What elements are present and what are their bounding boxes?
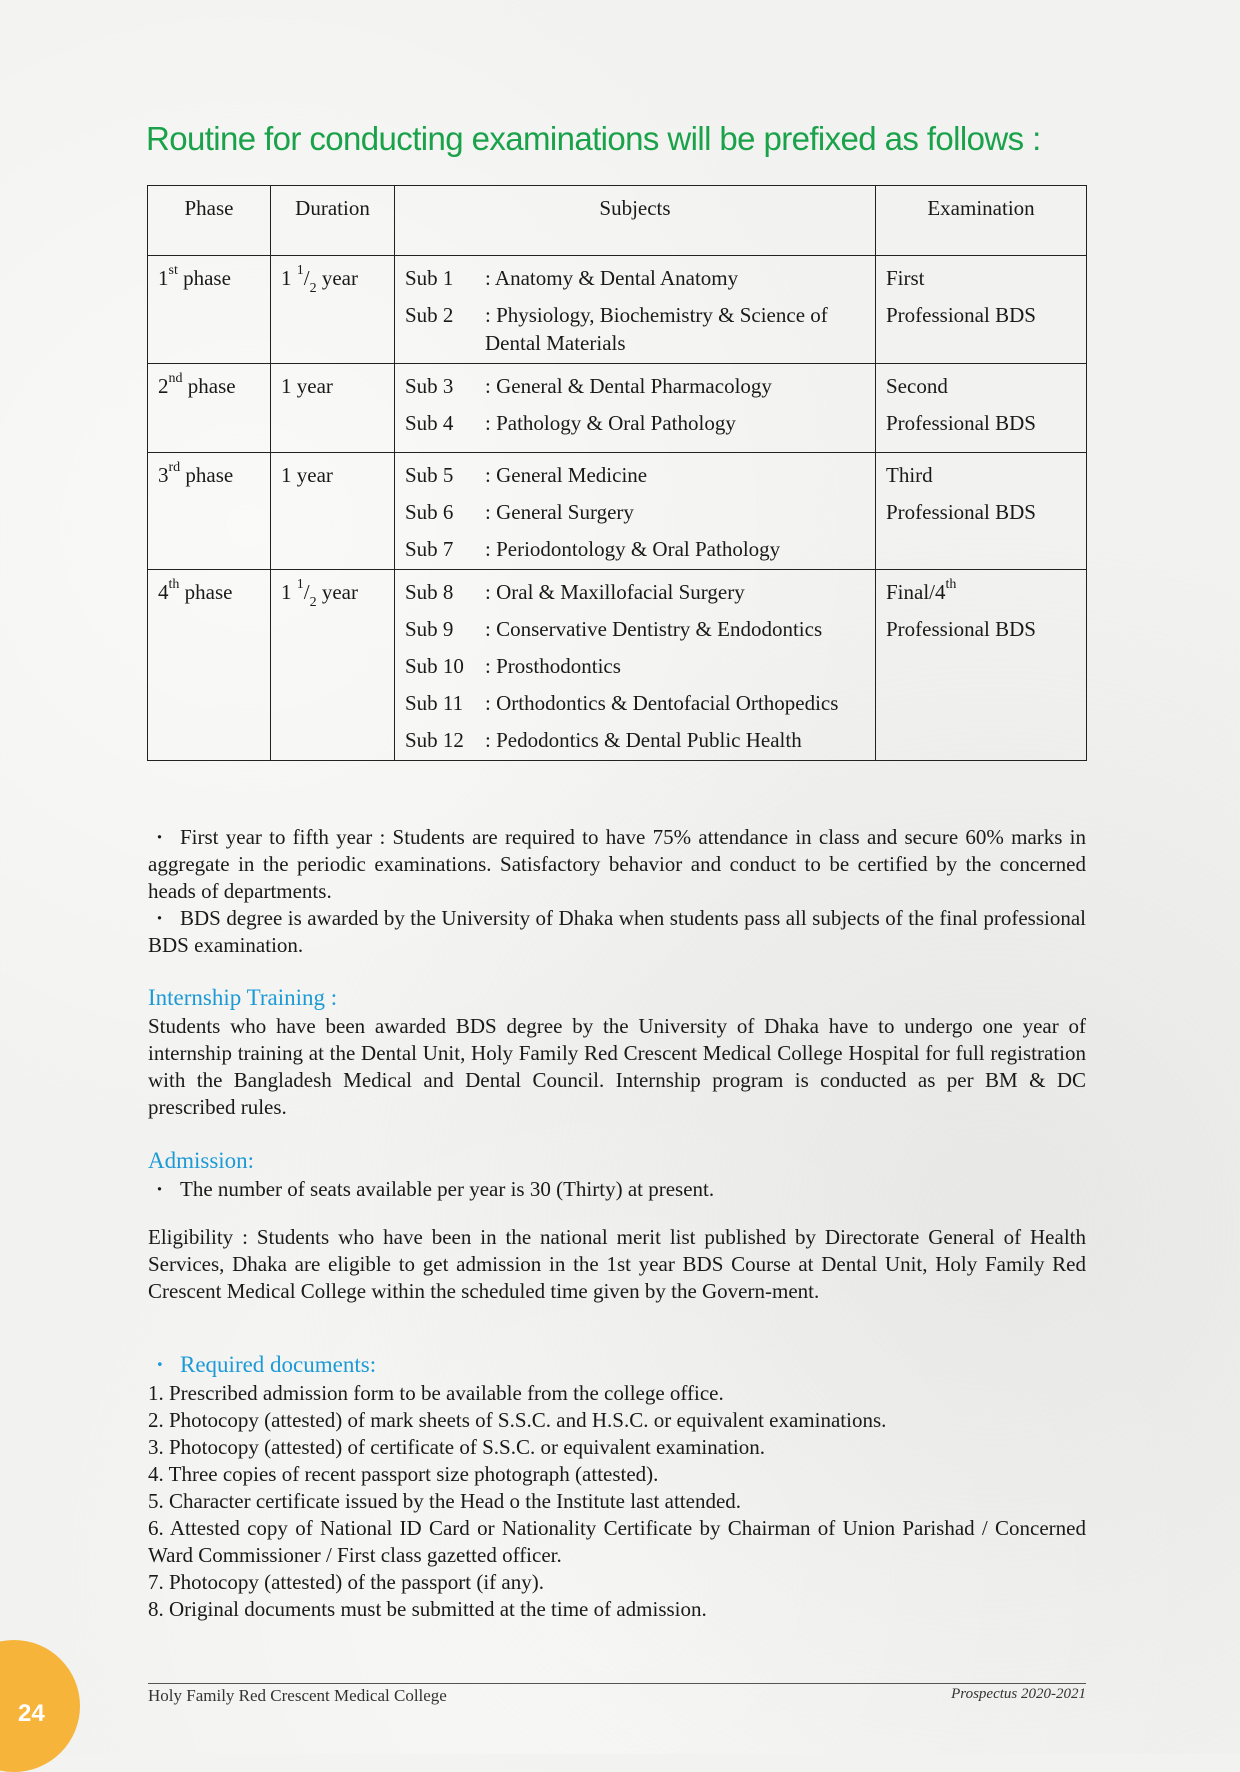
phase-cell: 2nd phase: [148, 364, 271, 453]
page-number: 24: [18, 1700, 45, 1727]
header-duration: Duration: [271, 186, 395, 256]
subject-item: Sub 11 : Orthodontics & Dentofacial Orthopedics: [405, 691, 839, 715]
list-item: 1. Prescribed admission form to be available from the college office.: [148, 1381, 724, 1405]
subject-item: Sub 4 : Pathology & Oral Pathology: [405, 411, 736, 435]
table-row: [148, 364, 1087, 453]
required-documents-list: [148, 1380, 1086, 1623]
exam-cell: Third Professional BDS: [876, 453, 1087, 570]
list-item: 3. Photocopy (attested) of certificate of S.S.C. or equivalent examination.: [148, 1435, 765, 1459]
bullet-icon: ·: [156, 825, 164, 849]
exam-routine-table: [147, 185, 1087, 761]
table-row: [148, 570, 1087, 761]
phase-cell: 3rd phase: [148, 453, 271, 570]
list-item: 2. Photocopy (attested) of mark sheets of S.S.C. and H.S.C. or equivalent examinations.: [148, 1408, 887, 1432]
subject-item: Sub 6 : General Surgery: [405, 500, 634, 524]
duration-cell: 1 year: [271, 453, 395, 570]
table-row: [148, 453, 1087, 570]
eligibility-text: Eligibility : Students who have been in the national merit list published by Directorate General of Health Services, Dhaka are eligible to get admission in the 1st year BDS Course at Dental Unit, Holy Family Red Crescent Medical College within the scheduled time given by the Govern-ment.: [148, 1225, 1086, 1303]
header-examination: Examination: [876, 186, 1087, 256]
admission-title: Admission:: [148, 1148, 255, 1173]
subject-item: Sub 2 : Physiology, Biochemistry & Science of Dental Materials: [405, 303, 828, 355]
internship-title: Internship Training :: [148, 985, 338, 1010]
footer-college-name: Holy Family Red Crescent Medical College: [148, 1686, 447, 1705]
required-documents-title: · Required documents:: [148, 1352, 376, 1378]
bullet-icon: ·: [156, 1177, 164, 1201]
internship-text: Students who have been awarded BDS degree by the University of Dhaka have to undergo one year of internship training at the Dental Unit, Holy Family Red Crescent Medical College Hospital for full registration with the Bangladesh Medical and Dental Council. Internship program is conducted as per BM & DC prescribed rules.: [148, 1014, 1086, 1119]
bullet-icon: ·: [156, 906, 164, 930]
phase-cell: 4th phase: [148, 570, 271, 761]
seats-bullet: · The number of seats available per year is 30 (Thirty) at present.: [148, 1176, 1086, 1203]
subject-item: Sub 12 : Pedodontics & Dental Public Health: [405, 728, 802, 752]
subjects-cell: [395, 364, 876, 453]
duration-cell: 1 year: [271, 364, 395, 453]
subject-item: Sub 3 : General & Dental Pharmacology: [405, 374, 772, 398]
exam-cell: Second Professional BDS: [876, 364, 1087, 453]
table-header-row: [148, 186, 1087, 256]
subjects-cell: [395, 570, 876, 761]
exam-cell: First Professional BDS: [876, 256, 1087, 364]
subject-item: Sub 9 : Conservative Dentistry & Endodontics: [405, 617, 823, 641]
list-item: 7. Photocopy (attested) of the passport (if any).: [148, 1570, 544, 1594]
bullet-icon: ·: [156, 1352, 164, 1377]
subject-item: Sub 10 : Prosthodontics: [405, 654, 621, 678]
table-row: [148, 256, 1087, 364]
subject-item: Sub 7 : Periodontology & Oral Pathology: [405, 537, 781, 561]
attendance-bullet: · First year to fifth year : Students are required to have 75% attendance in class and secure 60% marks in aggregate in the periodic examinations. Satisfactory behavior and conduct to be certified by the concerned heads of departments.: [148, 825, 1086, 903]
list-item: 5. Character certificate issued by the Head o the Institute last attended.: [148, 1489, 742, 1513]
duration-cell: 1 $^1/_2$ year: [271, 256, 395, 364]
header-subjects: Subjects: [395, 186, 876, 256]
duration-cell: 1 $^1/_2$ year: [271, 570, 395, 761]
exam-cell: Final/4th Professional BDS: [876, 570, 1087, 761]
list-item: 4. Three copies of recent passport size photograph (attested).: [148, 1462, 659, 1486]
subjects-cell: [395, 256, 876, 364]
subject-item: Sub 1 : Anatomy & Dental Anatomy: [405, 266, 739, 290]
header-phase: Phase: [148, 186, 271, 256]
subjects-cell: [395, 453, 876, 570]
list-item: 8. Original documents must be submitted at the time of admission.: [148, 1597, 707, 1621]
list-item: 6. Attested copy of National ID Card or Nationality Certificate by Chairman of Union Parishad / Concerned Ward Commissioner / First class gazetted officer.: [148, 1516, 1086, 1567]
footer-prospectus: Prospectus 2020-2021: [951, 1686, 1086, 1702]
degree-bullet: · BDS degree is awarded by the University of Dhaka when students pass all subjects of the final professional BDS examination.: [148, 906, 1086, 957]
footer-divider: [148, 1683, 1086, 1684]
subject-item: Sub 5 : General Medicine: [405, 463, 648, 487]
subject-item: Sub 8 : Oral & Maxillofacial Surgery: [405, 580, 745, 604]
phase-cell: 1st phase: [148, 256, 271, 364]
page-heading: Routine for conducting examinations will be prefixed as follows :: [146, 120, 1041, 157]
